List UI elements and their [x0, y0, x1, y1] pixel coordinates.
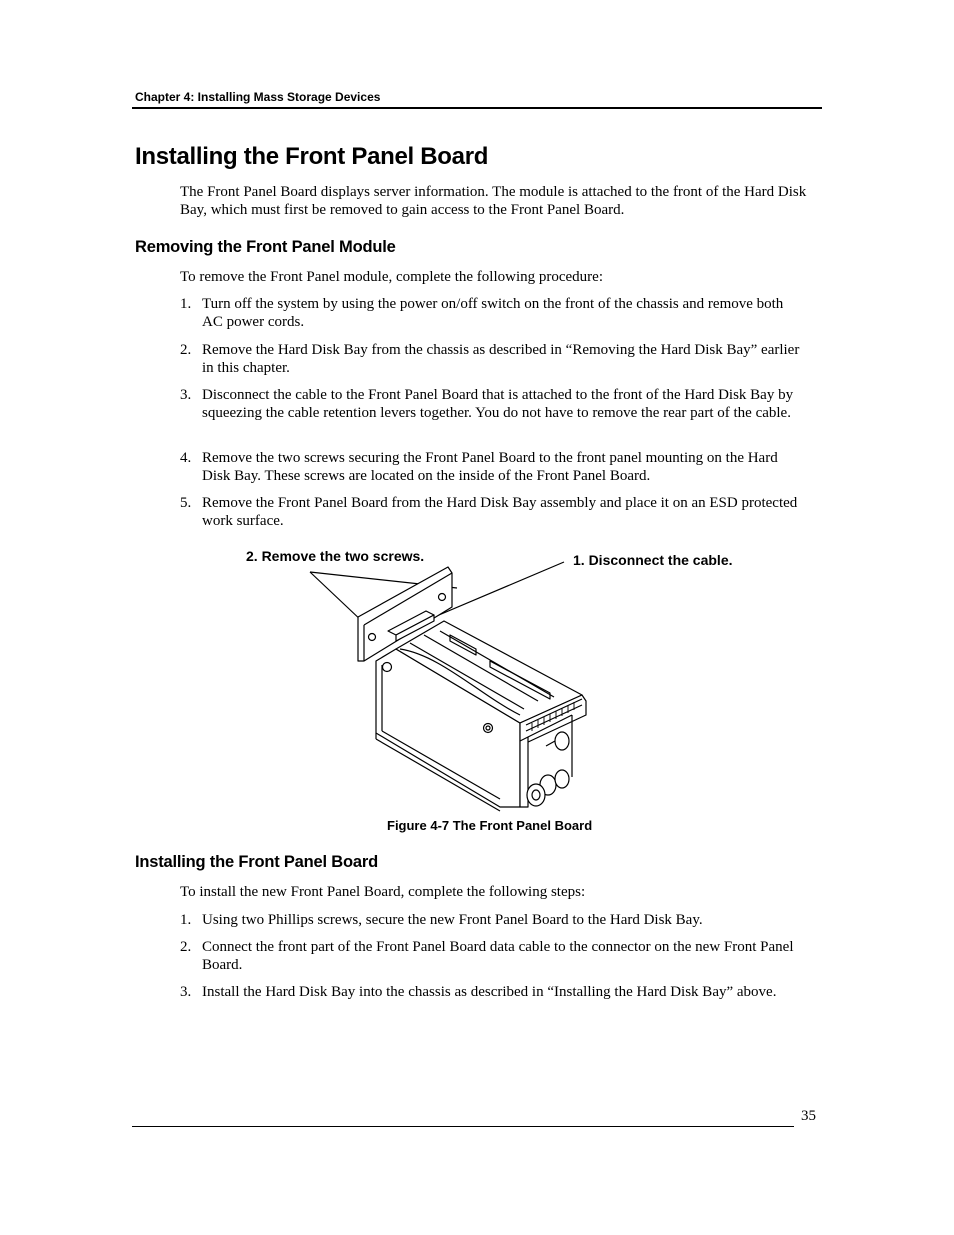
list-item [180, 494, 805, 530]
step-text: Connect the front part of the Front Panel Board data cable to the connector on the new Front Panel Board. [202, 939, 794, 973]
header-rule [132, 107, 822, 109]
step-number: 2. [180, 939, 192, 955]
list-item [180, 341, 805, 377]
step-text: Disconnect the cable to the Front Panel Board that is attached to the front of the Hard Disk Bay by squeezing the cable retention levers together. You do not have to remove the rear part of the cable. [202, 387, 794, 421]
installing-heading: Installing the Front Panel Board [135, 853, 378, 871]
page-number: 35 [801, 1108, 816, 1124]
step-number: 4. [180, 450, 192, 466]
step-number: 2. [180, 342, 192, 358]
step-text: Install the Hard Disk Bay into the chassis as described in “Installing the Hard Disk Bay” above. [202, 984, 777, 1000]
running-header: Chapter 4: Installing Mass Storage Devices [135, 90, 381, 104]
step-number: 1. [180, 296, 192, 312]
list-item [180, 295, 805, 331]
step-text: Remove the two screws securing the Front Panel Board to the front panel mounting on the Hard Disk Bay. These screws are located on the inside of the Front Panel Board. [202, 450, 778, 484]
step-text: Remove the Hard Disk Bay from the chassis as described in “Removing the Hard Disk Bay” earlier in this chapter. [202, 342, 800, 376]
step-number: 3. [180, 984, 192, 1000]
section-intro: The Front Panel Board displays server information. The module is attached to the front of the Hard Disk Bay, which must first be removed to gain access to the Front Panel Board. [180, 184, 807, 218]
step-text: Turn off the system by using the power on/off switch on the front of the chassis and remove both AC power cords. [202, 296, 784, 330]
step-text: Using two Phillips screws, secure the new Front Panel Board to the Hard Disk Bay. [202, 912, 703, 928]
removing-intro: To remove the Front Panel module, complete the following procedure: [180, 269, 604, 285]
footer-rule [132, 1126, 794, 1127]
installing-intro: To install the new Front Panel Board, complete the following steps: [180, 884, 586, 900]
list-item [180, 386, 805, 422]
callout-disconnect-cable: 1. Disconnect the cable. [573, 552, 733, 568]
removing-heading: Removing the Front Panel Module [135, 238, 396, 256]
step-number: 1. [180, 912, 192, 928]
list-item [180, 449, 805, 485]
list-item [180, 938, 805, 974]
front-panel-board-illustration [300, 545, 610, 813]
figure-caption: Figure 4-7 The Front Panel Board [387, 818, 593, 833]
list-item [180, 983, 805, 1001]
step-text: Remove the Front Panel Board from the Hard Disk Bay assembly and place it on an ESD protected work surface. [202, 495, 798, 529]
section-title: Installing the Front Panel Board [135, 143, 489, 170]
step-number: 5. [180, 495, 192, 511]
step-number: 3. [180, 387, 192, 403]
leader-line-screw [310, 572, 364, 623]
callout-remove-screws: 2. Remove the two screws. [246, 548, 425, 564]
list-item [180, 911, 805, 929]
